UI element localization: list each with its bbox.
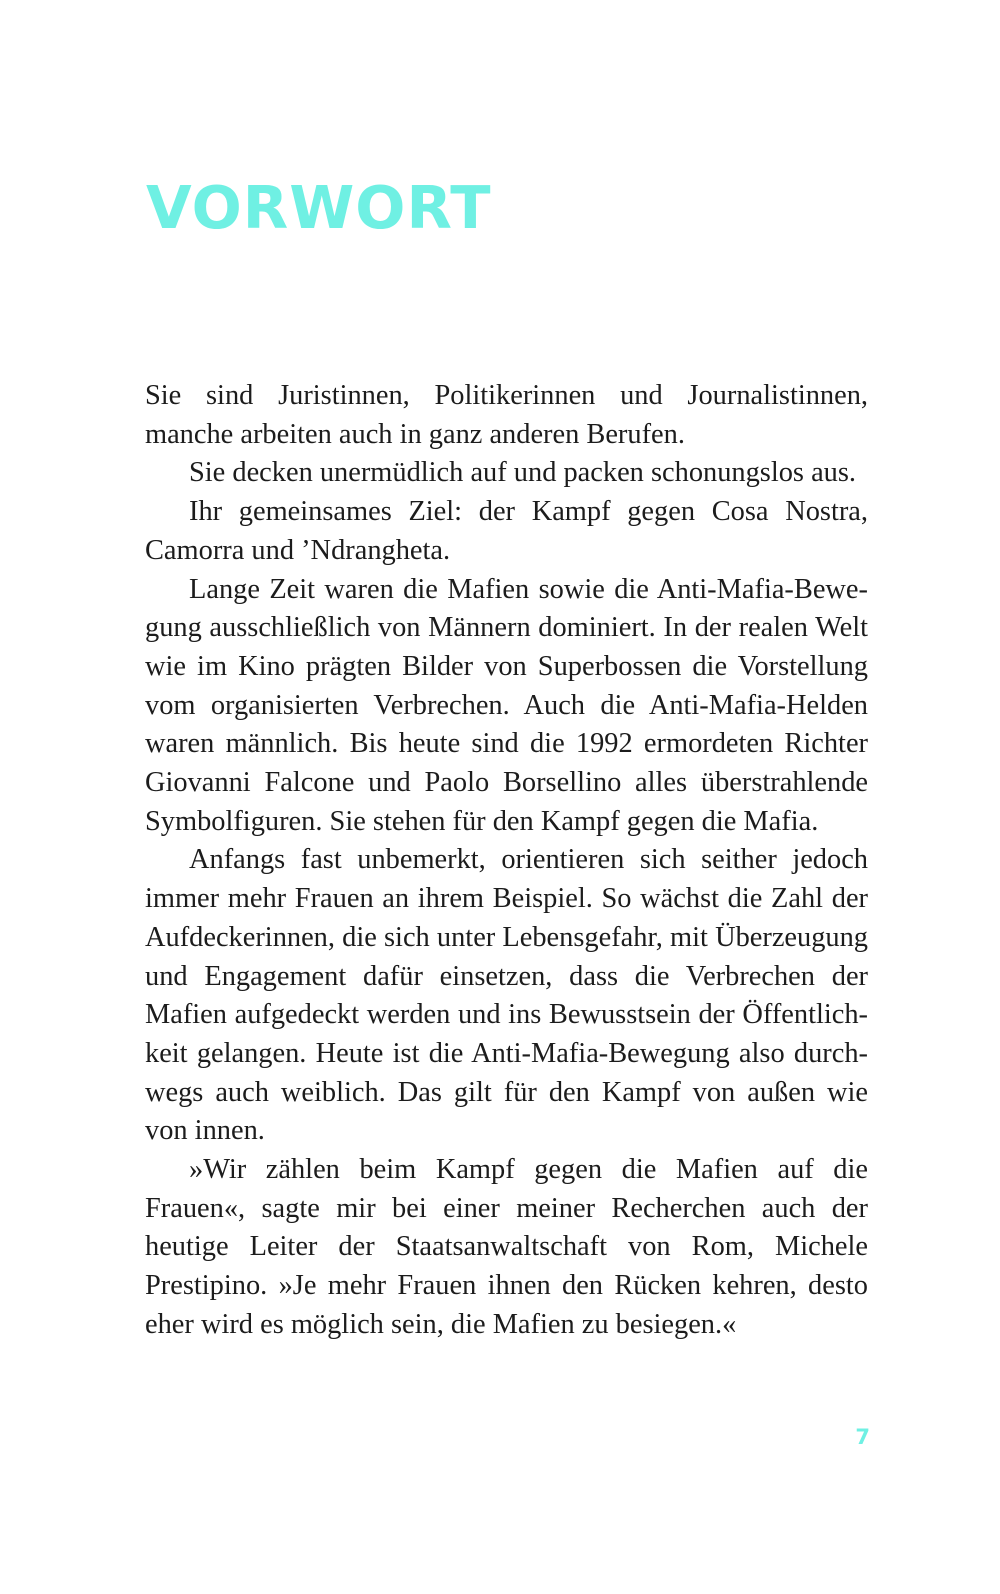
paragraph: »Wir zählen beim Kampf gegen die Mafien auf die Frauen«, sagte mir bei einer meiner Recherchen auch der heutige Leiter der Staatsanwaltschaft von Rom, Michele Prestipino. »Je mehr Frauen ihnen den Rücken kehren, desto eher wird es möglich sein, die Mafien zu besiegen.« (145, 1154, 868, 1340)
paragraph: Ihr gemeinsames Ziel: der Kampf gegen Cosa Nostra, Camorra und ’Ndrangheta. (145, 496, 868, 566)
paragraph: Anfangs fast unbemerkt, orientieren sich seither jedoch immer mehr Frauen an ihrem Beispiel. So wächst die Zahl der Aufdeckerinnen, die sich unter Lebensgefahr, mit Überzeugung und Engagement dafür einsetzen, dass die Verbrechen der Mafien aufgedeckt werden und ins Bewusstsein der Öffentlichkeit gelangen. Heute ist die Anti-Mafia-Bewegung also durchwegs auch weiblich. Das gilt für den Kampf von außen wie von innen. (145, 844, 868, 1147)
body-text (145, 377, 868, 1345)
paragraph: Sie decken unermüdlich auf und packen schonungslos aus. (189, 457, 857, 489)
page-number: 7 (855, 1425, 870, 1449)
paragraph: Lange Zeit waren die Mafien sowie die Anti-Mafia-Bewegung ausschließlich von Männern dominiert. In der realen Welt wie im Kino prägten Bilder von Superbossen die Vorstellung vom organisierten Verbrechen. Auch die Anti-Mafia-Helden waren männlich. Bis heute sind die 1992 ermordeten Richter Giovanni Falcone und Paolo Borsellino alles überstrahlende Symbolfiguren. Sie stehen für den Kampf gegen die Mafia. (145, 573, 868, 837)
chapter-title: VORWORT (146, 173, 492, 242)
paragraph: Sie sind Juristinnen, Politikerinnen und Journalistinnen, manche arbeiten auch in ganz anderen Berufen. (145, 380, 868, 450)
